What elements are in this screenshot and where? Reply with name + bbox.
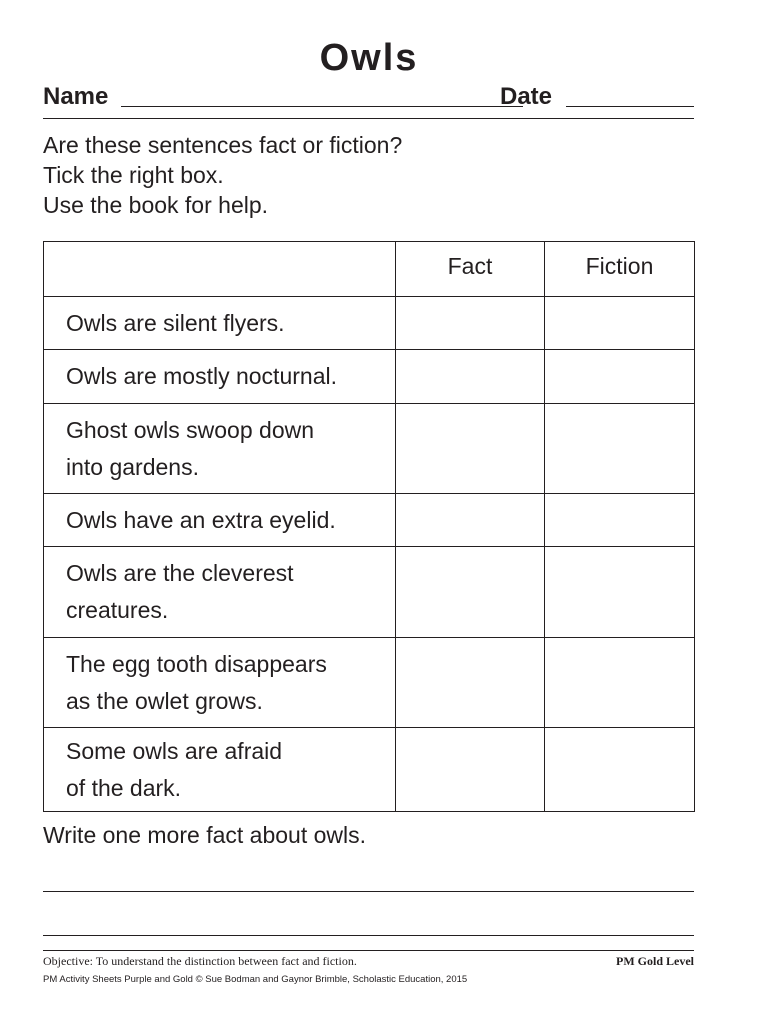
statement-line: Owls have an extra eyelid. xyxy=(66,506,336,533)
name-label: Name xyxy=(43,83,109,110)
fiction-tick-box[interactable] xyxy=(545,638,695,728)
fiction-tick-box[interactable] xyxy=(545,350,695,404)
statement-line: Owls are the cleverest xyxy=(66,560,294,586)
statement-cell xyxy=(44,638,396,728)
objective-text: Objective: To understand the distinction between fact and fiction. xyxy=(43,954,357,968)
instructions xyxy=(43,130,402,220)
fact-tick-box[interactable] xyxy=(396,494,545,547)
fiction-tick-box[interactable] xyxy=(545,547,695,638)
statement-cell xyxy=(44,297,396,350)
copyright-text: PM Activity Sheets Purple and Gold © Sue Bodman and Gaynor Brimble, Scholastic Education, 2015 xyxy=(43,974,468,985)
date-field-line[interactable] xyxy=(566,106,694,107)
statement-line: Owls are silent flyers. xyxy=(66,309,285,336)
table-row xyxy=(44,728,695,812)
statement-line: Owls are mostly nocturnal. xyxy=(66,363,337,389)
fact-tick-box[interactable] xyxy=(396,638,545,728)
statement-line: as the owlet grows. xyxy=(66,687,263,714)
instruction-line: Tick the right box. xyxy=(43,162,224,188)
statement-line: The egg tooth disappears xyxy=(66,650,327,677)
fiction-tick-box[interactable] xyxy=(545,728,695,812)
column-header-fact: Fact xyxy=(396,242,545,297)
statement-cell xyxy=(44,547,396,638)
statement-cell xyxy=(44,350,396,404)
statement-line: Some owls are afraid xyxy=(66,737,283,764)
statement-cell xyxy=(44,728,396,812)
column-header-statement xyxy=(44,242,396,297)
statement-line: into gardens. xyxy=(66,453,199,480)
table-row xyxy=(44,350,695,404)
page-title: Owls xyxy=(319,37,419,79)
table-row xyxy=(44,547,695,638)
statement-cell xyxy=(44,404,396,494)
fiction-tick-box[interactable] xyxy=(545,404,695,494)
answer-line-1[interactable] xyxy=(43,891,694,892)
write-fact-prompt: Write one more fact about owls. xyxy=(43,822,366,848)
table-row xyxy=(44,404,695,494)
footer-divider xyxy=(43,950,694,951)
date-label: Date xyxy=(500,83,553,110)
table-row xyxy=(44,297,695,350)
name-field-line[interactable] xyxy=(121,106,523,107)
table-header-row xyxy=(44,242,695,297)
instruction-line: Use the book for help. xyxy=(43,192,269,218)
fact-fiction-table xyxy=(43,241,695,812)
fact-tick-box[interactable] xyxy=(396,404,545,494)
statement-line: of the dark. xyxy=(66,774,182,801)
name-date-row xyxy=(43,82,694,112)
table-row xyxy=(44,494,695,547)
table-row xyxy=(44,638,695,728)
fiction-tick-box[interactable] xyxy=(545,494,695,547)
header-divider xyxy=(43,118,694,119)
statement-line: Ghost owls swoop down xyxy=(66,416,315,443)
statement-line: creatures. xyxy=(66,597,169,623)
fact-tick-box[interactable] xyxy=(396,728,545,812)
fiction-tick-box[interactable] xyxy=(545,297,695,350)
fact-tick-box[interactable] xyxy=(396,350,545,404)
fact-tick-box[interactable] xyxy=(396,547,545,638)
instruction-line: Are these sentences fact or fiction? xyxy=(43,132,403,158)
level-label: PM Gold Level xyxy=(616,954,694,968)
fact-tick-box[interactable] xyxy=(396,297,545,350)
column-header-fiction: Fiction xyxy=(545,242,695,297)
answer-line-2[interactable] xyxy=(43,935,694,936)
statement-cell xyxy=(44,494,396,547)
